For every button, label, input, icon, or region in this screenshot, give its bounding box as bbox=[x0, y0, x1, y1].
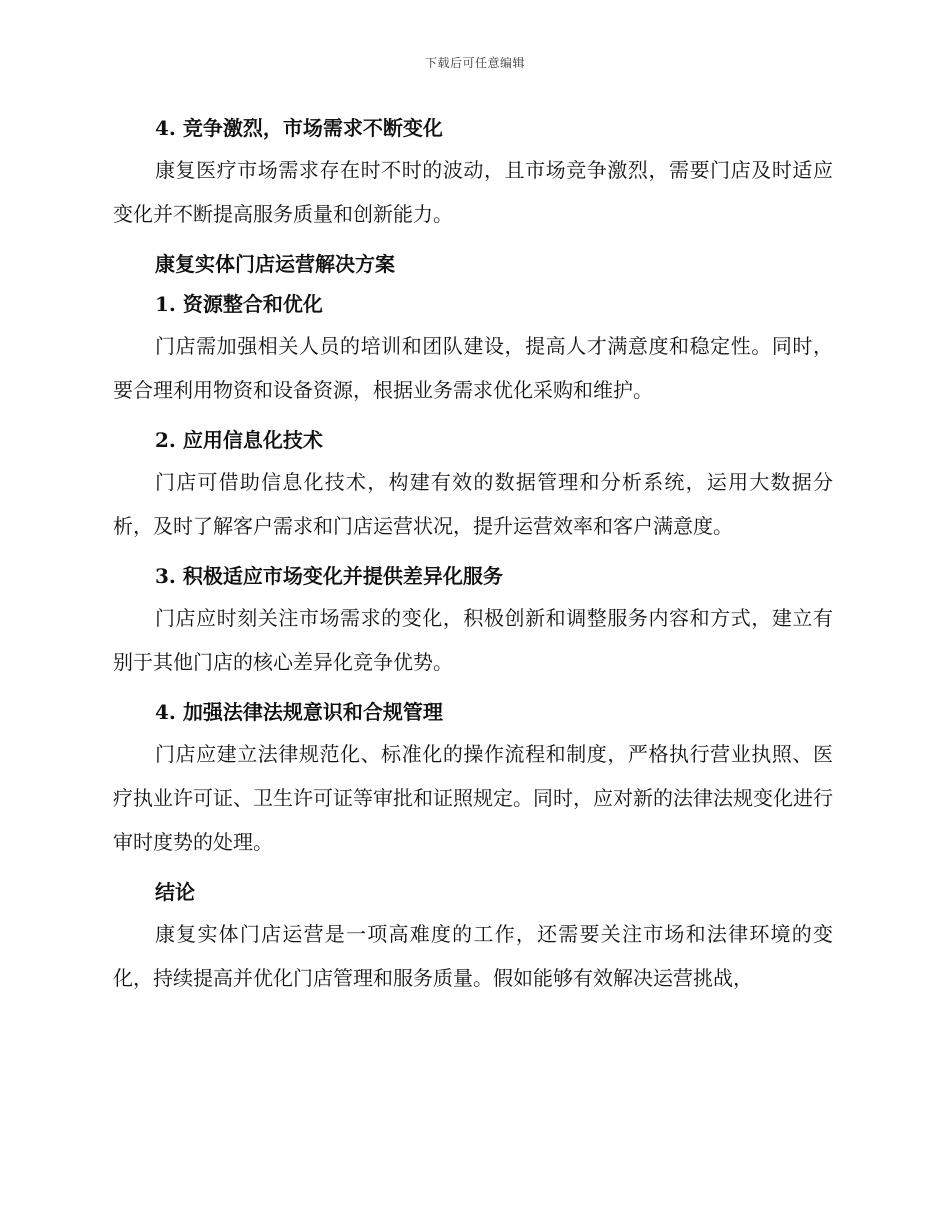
section-heading-legal: 4. 加强法律法规意识和合规管理 bbox=[155, 700, 443, 724]
paragraph-conclusion: 康复实体门店运营是一项高难度的工作，还需要关注市场和法律环境的变化，持续提高并优化门店管理和服务质量。假如能够有效解决运营挑战， bbox=[113, 922, 833, 990]
document-body bbox=[113, 108, 833, 1008]
section-heading-market: 3. 积极适应市场变化并提供差异化服务 bbox=[155, 564, 503, 588]
section-heading-conclusion: 结论 bbox=[155, 880, 195, 904]
paragraph-legal: 门店应建立法律规范化、标准化的操作流程和制度，严格执行营业执照、医疗执业许可证、卫生许可证等审批和证照规定。同时，应对新的法律法规变化进行审时度势的处理。 bbox=[113, 742, 833, 854]
section-heading-resources: 1. 资源整合和优化 bbox=[155, 292, 323, 316]
section-heading-competition: 4. 竞争激烈，市场需求不断变化 bbox=[155, 116, 443, 140]
paragraph-resources: 门店需加强相关人员的培训和团队建设，提高人才满意度和稳定性。同时，要合理利用物资和设备资源，根据业务需求优化采购和维护。 bbox=[113, 334, 833, 402]
paragraph-competition: 康复医疗市场需求存在时不时的波动，且市场竞争激烈，需要门店及时适应变化并不断提高服务质量和创新能力。 bbox=[113, 158, 833, 226]
section-heading-solutions: 康复实体门店运营解决方案 bbox=[155, 252, 395, 276]
paragraph-it: 门店可借助信息化技术，构建有效的数据管理和分析系统，运用大数据分析，及时了解客户需求和门店运营状况，提升运营效率和客户满意度。 bbox=[113, 470, 833, 538]
paragraph-market: 门店应时刻关注市场需求的变化，积极创新和调整服务内容和方式，建立有别于其他门店的核心差异化竞争优势。 bbox=[113, 606, 833, 674]
page-header: 下载后可任意编辑 bbox=[424, 56, 525, 70]
section-heading-it: 2. 应用信息化技术 bbox=[155, 428, 323, 452]
